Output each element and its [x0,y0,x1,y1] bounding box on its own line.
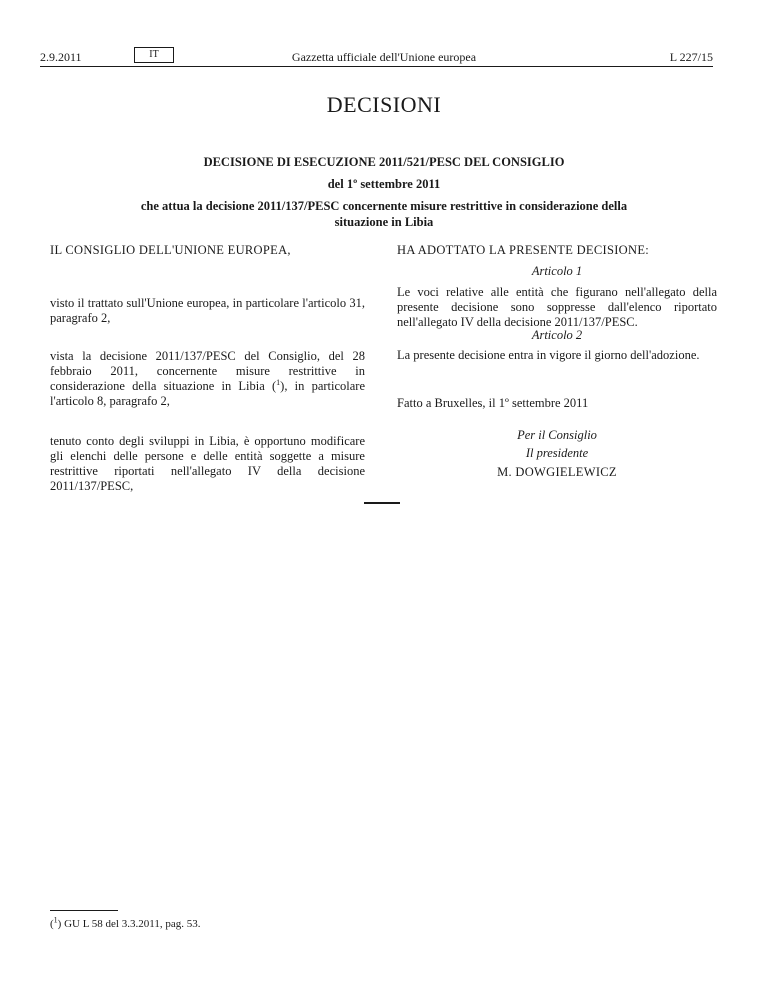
header-divider [40,66,713,67]
footnote-reference: 1 [276,377,281,387]
article-2-heading: Articolo 2 [531,328,583,342]
footnote: ($^1$) GU L 58 del 3.3.2011, pag. 53. [50,915,201,930]
footnote-marker: 1 [53,915,58,925]
section-title: DECISIONI [326,92,442,117]
footnote-text: GU L 58 del 3.3.2011, pag. 53. [64,918,201,930]
decision-subject [80,198,688,230]
article-1-heading: Articolo 1 [531,264,583,278]
recital-2-text-a: vista la decisione 2011/137/PESC del Consiglio, del 28 febbraio 2011, concernente misure restrittive in considerazione della situazione in Libia ( [50,349,365,393]
done-at: Fatto a Bruxelles, il 1º settembre 2011 [397,396,589,410]
signature-name: M. DOWGIELEWICZ [497,465,617,479]
recital-2-text-b: ), in particolare l'articolo 8, paragrafo 2, [50,379,366,408]
adoption-statement: HA ADOTTATO LA PRESENTE DECISIONE: [397,243,650,257]
article-1-text: Le voci relative alle entità che figurano nell'allegato della presente decisione sono soppresse dall'elenco riportato nell'allegato IV della decisione 2011/137/PESC. [397,285,717,329]
decision-title: DECISIONE DI ESECUZIONE 2011/521/PESC DEL CONSIGLIO [203,155,565,169]
end-divider [364,502,400,504]
header-date: 2.9.2011 [40,50,82,64]
preamble: IL CONSIGLIO DELL'UNIONE EUROPEA, [50,243,291,257]
signature-for: Per il Consiglio [517,428,597,442]
journal-title: Gazzetta ufficiale dell'Unione europea [291,50,477,64]
recital-2 [50,349,365,409]
decision-subject-line-1: che attua la decisione 2011/137/PESC concernente misure restrittive in considerazione della [140,199,628,213]
signature-role: Il presidente [525,446,589,460]
recital-3: tenuto conto degli sviluppi in Libia, è opportuno modificare gli elenchi delle persone e delle entità soggette a misure restrittive riportati nell'allegato IV della decisione 2011/137/PESC, [50,434,365,493]
article-2-text: La presente decisione entra in vigore il giorno dell'adozione. [397,348,700,362]
decision-subject-line-2: situazione in Libia [334,215,434,229]
footnote-divider [50,910,118,911]
page-reference: L 227/15 [669,50,713,64]
language-badge: IT [134,47,174,63]
decision-date: del 1º settembre 2011 [327,177,441,191]
recital-1: visto il trattato sull'Unione europea, in particolare l'articolo 31, paragrafo 2, [50,296,365,325]
